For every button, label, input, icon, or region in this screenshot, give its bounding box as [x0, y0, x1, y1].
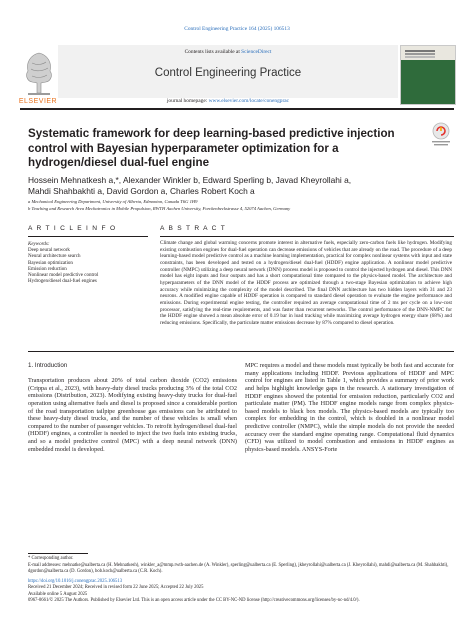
- running-head[interactable]: Control Engineering Practice 164 (2025) 106513: [184, 26, 290, 32]
- email-addresses: E-mail addresses: mehnatke@ualberta.ca (H. Mehnatkesh), winkler_a@mmp.rwth-aachen.de (A. Winkler), sperling@ualberta.ca (E. Sperling), jkheyrollahi@ualberta.ca (J. Kheyrollahi), mahdi@ualberta.ca (M. Shahbakhti), dgordon@ualberta.ca (D. Gordon), bob.koch@ualberta.ca (C.R. Koch).: [28, 562, 449, 574]
- keyword: Bayesian optimization: [28, 260, 73, 266]
- keyword: Deep neural network: [28, 248, 70, 253]
- header-divider: [20, 108, 454, 110]
- authors-line-2: Mahdi Shahbakhti a, David Gordon a, Charles Robert Koch a: [28, 186, 255, 197]
- article-info-rule: [28, 236, 148, 237]
- affiliation-a: a Mechanical Engineering Department, University of Alberta, Edmonton, Canada T6G 1H9: [28, 199, 198, 204]
- publisher-name: ELSEVIER: [18, 98, 58, 105]
- article-info-heading: A R T I C L E I N F O: [28, 225, 117, 232]
- abstract-body: Climate change and global warming concerns promote interest in alternative fuels, especially zero-carbon fuels like hydrogen. Modifying existing combustion engines for dual-fuel operation can decrease emissions of vehicles that are already on the road. The procedure of a deep learning-based model predictive control as a machine learning implementation, practical for complex nonlinear systems with input and state constraints, has been developed and tested on a hydrogen/diesel dual-fuel (HDDF) engine application. A nonlinear model predictive controller (NMPC) utilizing a deep neural network (DNN) process model is proposed to control the injected hydrogen and diesel. This DNN model has eight inputs and four outputs and has a short computational time compared to the physics-based model. The architecture and hyperparameters of the DNN model of the HDDF process are optimized through a two-stage Bayesian optimization to achieve high accuracy while minimizing the complexity of the model described. The final DNN architecture has two hidden layers with 31 and 23 neurons. A modified engine capable of HDDF operation is compared to standard diesel operation to evaluate the engine performance and emissions. During experimental engine testing, the controller required an average computational time of 2 ms per cycle on a low-cost processor, satisfying the real-time requirements, and was faster than recurrent networks. The control performance of the DNN-NMPC for the HDDF engine showed a mean absolute error of 0.19 bar in load tracking while maximizing average hydrogen energy share (68%) and reducing emissions. Specifically, the particulate matter emissions decrease by 87% compared to diesel operation.: [160, 240, 452, 326]
- authors-line-1: Hossein Mehnatkesh a,*, Alexander Winkler b, Edward Sperling b, Javad Kheyrollahi a,: [28, 175, 352, 185]
- homepage-line: journal homepage: www.elsevier.com/locate/conengprac: [166, 98, 290, 104]
- introduction-heading: 1. Introduction: [28, 362, 68, 369]
- abstract-rule: [160, 236, 454, 237]
- keywords-label: Keywords:: [28, 242, 50, 247]
- footnotes: [28, 556, 454, 605]
- paper-title: Systematic framework for deep learning-based predictive injection control with Bayesian hyperparameter optimization for a hydrogen/diesel dual-fuel engine: [28, 127, 395, 170]
- journal-title: Control Engineering Practice: [154, 67, 302, 79]
- check-for-updates-icon[interactable]: [430, 122, 452, 148]
- introduction-right-column: MPC requires a model and these models must typically be both fast and accurate for many applications including HDDF. Previous applications of HDDF and MPC control for engines are listed in Table 1, which provides a summary of prior work and helps highlight knowledge gaps in the research. A stationary investigation of HDDF engines showed the potential for emission reduction, particularly CO2 and particulate matter (PM). The HDDF engine models range from complex physics-based models to black box models. The physics-based models are typically too complex for embedding in the control, which is doubled in a nonlinear model predictive controller (NMPC), while the simple models do not provide the needed accuracy over the standard engine operating range. Computational fluid dynamics (CFD) was utilized to model combustion and emissions in HDDF engines as physics-based models. ANSYS-Forte: [245, 362, 454, 453]
- keyword: Neural architecture search: [28, 254, 81, 260]
- keywords-list: [28, 248, 138, 286]
- journal-cover-image: [400, 45, 456, 105]
- homepage-link[interactable]: www.elsevier.com/locate/conengprac: [208, 98, 290, 104]
- available-online-date: Available online 5 August 2025: [28, 591, 88, 597]
- received-dates: Received 21 December 2024; Received in revised form 22 June 2025; Accepted 22 July 2025: [28, 585, 204, 590]
- contents-line: Contents lists available at ScienceDirect: [184, 49, 272, 55]
- elsevier-tree-logo: [20, 47, 58, 103]
- keyword: Nonlinear model predictive control: [28, 273, 99, 279]
- affiliation-b: b Teaching and Research Area Mechatronics in Mobile Propulsion, RWTH Aachen University, Forckenbeckstrasse 4, 52074 Aachen, Germany: [28, 205, 291, 211]
- doi-link[interactable]: https://doi.org/10.1016/j.conengprac.2025.106513: [28, 578, 123, 584]
- affiliations: [28, 199, 448, 212]
- keyword: Hydrogen/diesel dual-fuel engines: [28, 279, 97, 285]
- sciencedirect-link[interactable]: ScienceDirect: [241, 49, 272, 55]
- corresponding-author-note: * Corresponding author.: [28, 556, 74, 561]
- abstract-heading: A B S T R A C T: [160, 225, 227, 232]
- keyword: Emission reduction: [28, 266, 67, 272]
- abstract-bottom-rule: [28, 351, 454, 352]
- introduction-left-column: Transportation produces about 20% of total carbon dioxide (CO2) emissions (Crippa et al., 2023), with heavy-duty diesel trucks producing 3% of the total CO2 emissions (Distribution, 2023). Modifying existing heavy-duty trucks for dual-fuel operation using alternative fuels and diesel is proposed since a considerable portion of the road transportation tailpipe greenhouse gas emissions can be attributed to these heavy-duty diesel trucks, and the number of these vehicles is small when compared to the number of passenger vehicles. To retrofit hydrogen/diesel dual-fuel (HDDF) engines, a controller is needed to inject the two fuels into existing trucks, and so a model predictive control (MPC) with a deep neural network (DNN) embedded model is developed.: [28, 377, 237, 453]
- footnote-divider: [28, 553, 88, 554]
- author-list: [28, 175, 443, 198]
- copyright-license: 0967-0661/© 2025 The Authors. Published by Elsevier Ltd. This is an open access article under the CC BY-NC-ND license (http://creativecommons.org/licenses/by-nc-nd/4.0/).: [28, 598, 360, 603]
